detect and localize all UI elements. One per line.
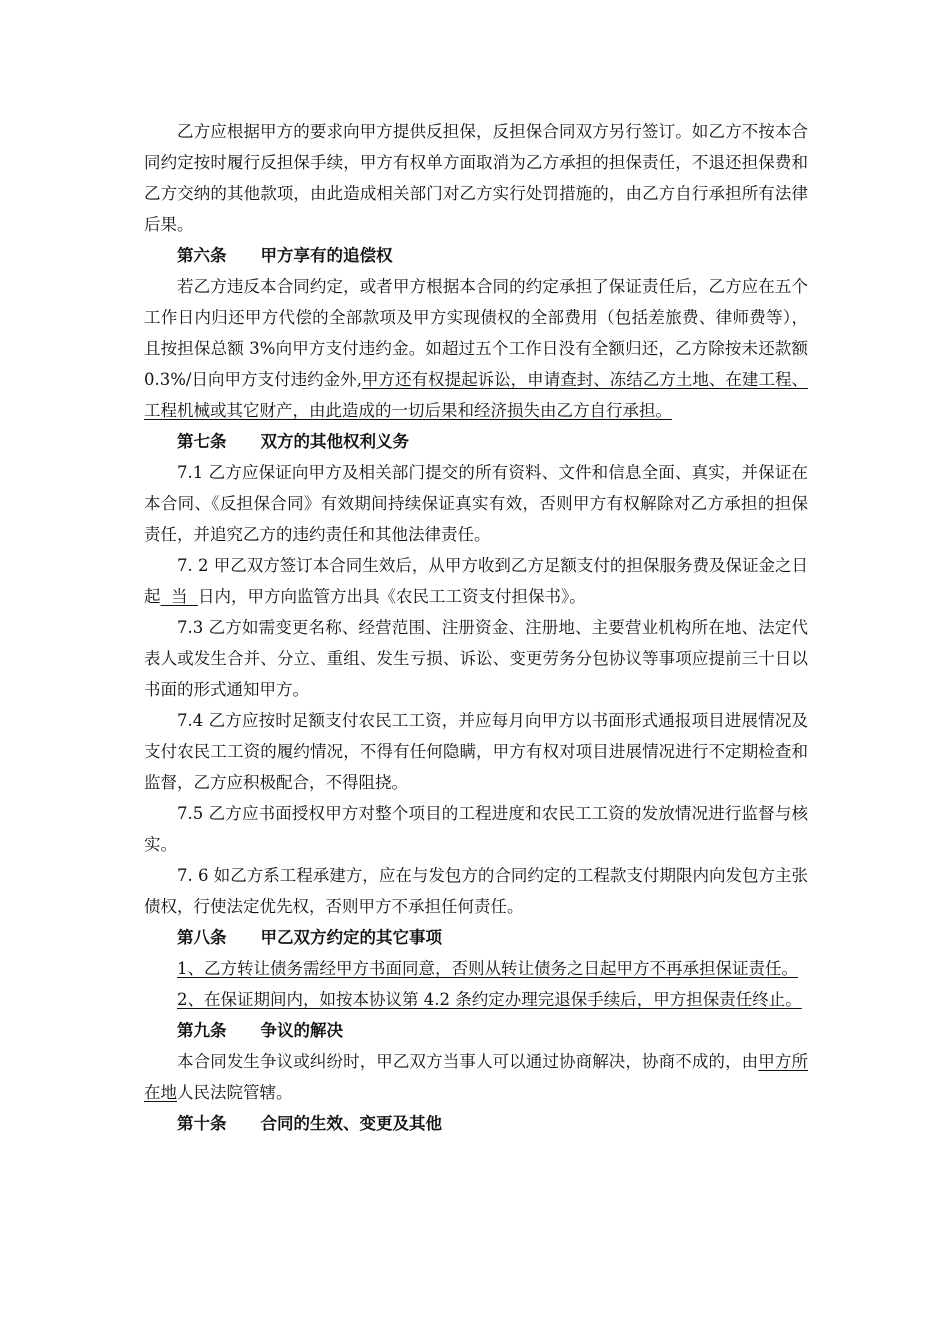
article-9-number: 第九条 <box>177 1021 227 1040</box>
clause-7-5: 7.5 乙方应书面授权甲方对整个项目的工程进度和农民工工资的发放情况进行监督与核实。 <box>144 804 808 854</box>
clause-7-4: 7.4 乙方应按时足额支付农民工工资，并应每月向甲方以书面形式通报项目进展情况及支付农民工工资的履约情况，不得有任何隐瞒，甲方有权对项目进展情况进行不定期检查和监督，乙方应积极配合，不得阻挠。 <box>144 711 808 792</box>
article-8-title: 甲乙双方约定的其它事项 <box>260 928 442 947</box>
clause-8-2 <box>144 984 808 1015</box>
clause-7-2-text-a: 7. 2 甲乙双方签订本合同生效后，从甲方收到乙方足额支付的担保服务费及保证金之日起 <box>144 556 808 606</box>
clause-7-6: 7. 6 如乙方系工程承建方，应在与发包方的合同约定的工程款支付期限内向发包方主张债权，行使法定优先权，否则甲方不承担任何责任。 <box>144 866 808 916</box>
article-6-underlined-text: 甲方还有权提起诉讼，申请查封、冻结乙方土地、在建工程、工程机械或其它财产，由此造成的一切后果和经济损失由乙方自行承担。 <box>144 370 808 420</box>
article-6-title: 甲方享有的追偿权 <box>260 246 393 265</box>
clause-8-1-content: 1、乙方转让债务需经甲方书面同意，否则从转让债务之日起甲方不再承担保证责任。 <box>177 959 798 978</box>
clause-8-2-text <box>144 990 802 1009</box>
article-9-text-a: 本合同发生争议或纠纷时，甲乙双方当事人可以通过协商解决，协商不成的，由 <box>177 1052 759 1071</box>
clause-8-1 <box>144 953 808 984</box>
article-6-text: 若乙方违反本合同约定，或者甲方根据本合同的约定承担了保证责任后，乙方应在五个工作日内归还甲方代偿的全部款项及甲方实现债权的全部费用（包括差旅费、律师费等），且按担保总额 3%向甲方支付违约金。如超过五个工作日没有全额归还，乙方除按未还款额 0.3%/日向甲方支付违约金外, <box>144 277 808 389</box>
article-6-number: 第六条 <box>177 246 227 265</box>
article-9-paragraph <box>144 1046 808 1108</box>
article-8-heading <box>144 922 808 953</box>
article-9-heading <box>144 1015 808 1046</box>
clause-7-3: 7.3 乙方如需变更名称、经营范围、注册资金、注册地、主要营业机构所在地、法定代表人或发生合并、分立、重组、发生亏损、诉讼、变更劳务分包协议等事项应提前三十日以书面的形式通知甲方。 <box>144 618 808 699</box>
clause-7-2-text-b: 日内，甲方向监管方出具《农民工工资支付担保书》。 <box>197 587 586 606</box>
article-6-paragraph <box>144 271 808 426</box>
clause-8-1-text <box>144 959 798 978</box>
article-7-heading <box>144 426 808 457</box>
article-7-title: 双方的其他权利义务 <box>260 432 409 451</box>
article-9-court-location: 甲方所在地 <box>144 1052 809 1102</box>
article-10-number: 第十条 <box>177 1114 227 1133</box>
article-8-number: 第八条 <box>177 928 227 947</box>
clause-7-2 <box>144 550 808 612</box>
clause-7-2-days-blank: 当 <box>160 587 198 606</box>
article-9-title: 争议的解决 <box>260 1021 343 1040</box>
article-10-heading <box>144 1108 808 1139</box>
article-7-number: 第七条 <box>177 432 227 451</box>
clause-7-1: 7.1 乙方应保证向甲方及相关部门提交的所有资料、文件和信息全面、真实，并保证在本合同、《反担保合同》有效期间持续保证真实有效，否则甲方有权解除对乙方承担的担保责任，并追究乙方的违约责任和其他法律责任。 <box>144 463 808 544</box>
article-9-text-b: 人民法院管辖。 <box>177 1083 293 1102</box>
clause-8-2-content: 2、在保证期间内，如按本协议第 4.2 条约定办理完退保手续后，甲方担保责任终止。 <box>177 990 802 1009</box>
contract-page <box>144 116 808 1139</box>
article-10-title: 合同的生效、变更及其他 <box>260 1114 442 1133</box>
article-6-heading <box>144 240 808 271</box>
paragraph-counter-guarantee: 乙方应根据甲方的要求向甲方提供反担保，反担保合同双方另行签订。如乙方不按本合同约定按时履行反担保手续，甲方有权单方面取消为乙方承担的担保责任，不退还担保费和乙方交纳的其他款项，由此造成相关部门对乙方实行处罚措施的，由乙方自行承担所有法律后果。 <box>144 122 808 234</box>
